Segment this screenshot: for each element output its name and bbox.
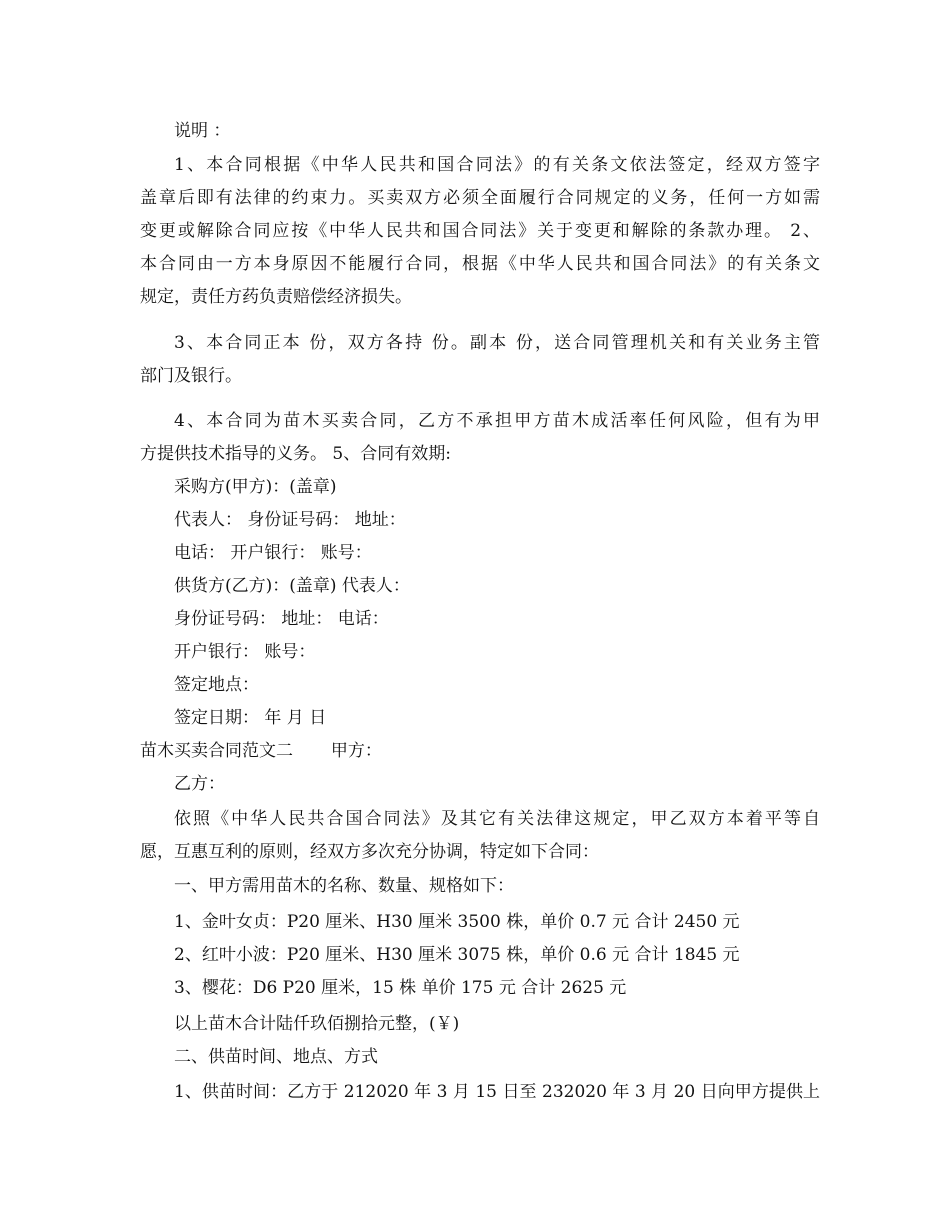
text-line: 规定，责任方药负责赔偿经济损失。	[140, 287, 412, 307]
text-line: 1、本合同根据《中华人民共和国合同法》的有关条文依法签定，经双方签字	[174, 155, 820, 175]
text-line: 供货方(乙方)：(盖章) 代表人：	[174, 576, 410, 596]
text-line: 盖章后即有法律的约束力。买卖双方必须全面履行合同规定的义务，任何一方如需	[140, 188, 820, 208]
text-line: 4、本合同为苗木买卖合同，乙方不承担甲方苗木成活率任何风险，但有为甲	[174, 411, 820, 431]
text-line: 二、供苗时间、地点、方式	[174, 1047, 378, 1067]
text-line: 1、供苗时间：乙方于 212020 年 3 月 15 日至 232020 年 3 月 20 日向甲方提供上	[174, 1082, 820, 1102]
text-line: 采购方(甲方)：(盖章)	[174, 477, 337, 497]
text-line: 说明 ：	[174, 121, 231, 141]
text-line: 签定日期： 年 月 日	[174, 708, 327, 728]
text-line: 3、本合同正本 份，双方各持 份。副本 份，送合同管理机关和有关业务主管	[174, 333, 820, 353]
text-line: 身份证号码： 地址： 电话：	[174, 609, 389, 629]
text-line: 一、甲方需用苗木的名称、数量、规格如下：	[174, 876, 514, 896]
text-line: 变更或解除合同应按《中华人民共和国合同法》关于变更和解除的条款办理。 2、	[140, 221, 820, 241]
text-line: 开户银行： 账号：	[174, 642, 316, 662]
text-line: 签定地点：	[174, 675, 259, 695]
text-line: 1、金叶女贞：P20 厘米、H30 厘米 3500 株，单价 0.7 元 合计 2450 元	[174, 912, 740, 932]
text-line: 愿，互惠互利的原则，经双方多次充分协调，特定如下合同：	[140, 842, 599, 862]
text-line: 电话： 开户银行： 账号：	[174, 543, 372, 563]
text-line: 以上苗木合计陆仟玖佰捌拾元整，(￥)	[174, 1014, 460, 1034]
text-line: 方提供技术指导的义务。 5、合同有效期:	[140, 444, 451, 464]
text-line: 部门及银行。	[140, 366, 242, 386]
text-line: 代表人： 身份证号码： 地址：	[174, 510, 406, 530]
text-line: 3、樱花：D6 P20 厘米，15 株 单价 175 元 合计 2625 元	[174, 978, 627, 998]
text-line: 乙方：	[174, 774, 225, 794]
section-heading: 苗木买卖合同范文二 甲方：	[140, 741, 382, 761]
text-line: 2、红叶小波：P20 厘米、H30 厘米 3075 株，单价 0.6 元 合计 1845 元	[174, 945, 740, 965]
text-line: 依照《中华人民共合国合同法》及其它有关法律这规定，甲乙双方本着平等自	[174, 809, 820, 829]
text-line: 本合同由一方本身原因不能履行合同，根据《中华人民共和国合同法》的有关条文	[140, 254, 820, 274]
